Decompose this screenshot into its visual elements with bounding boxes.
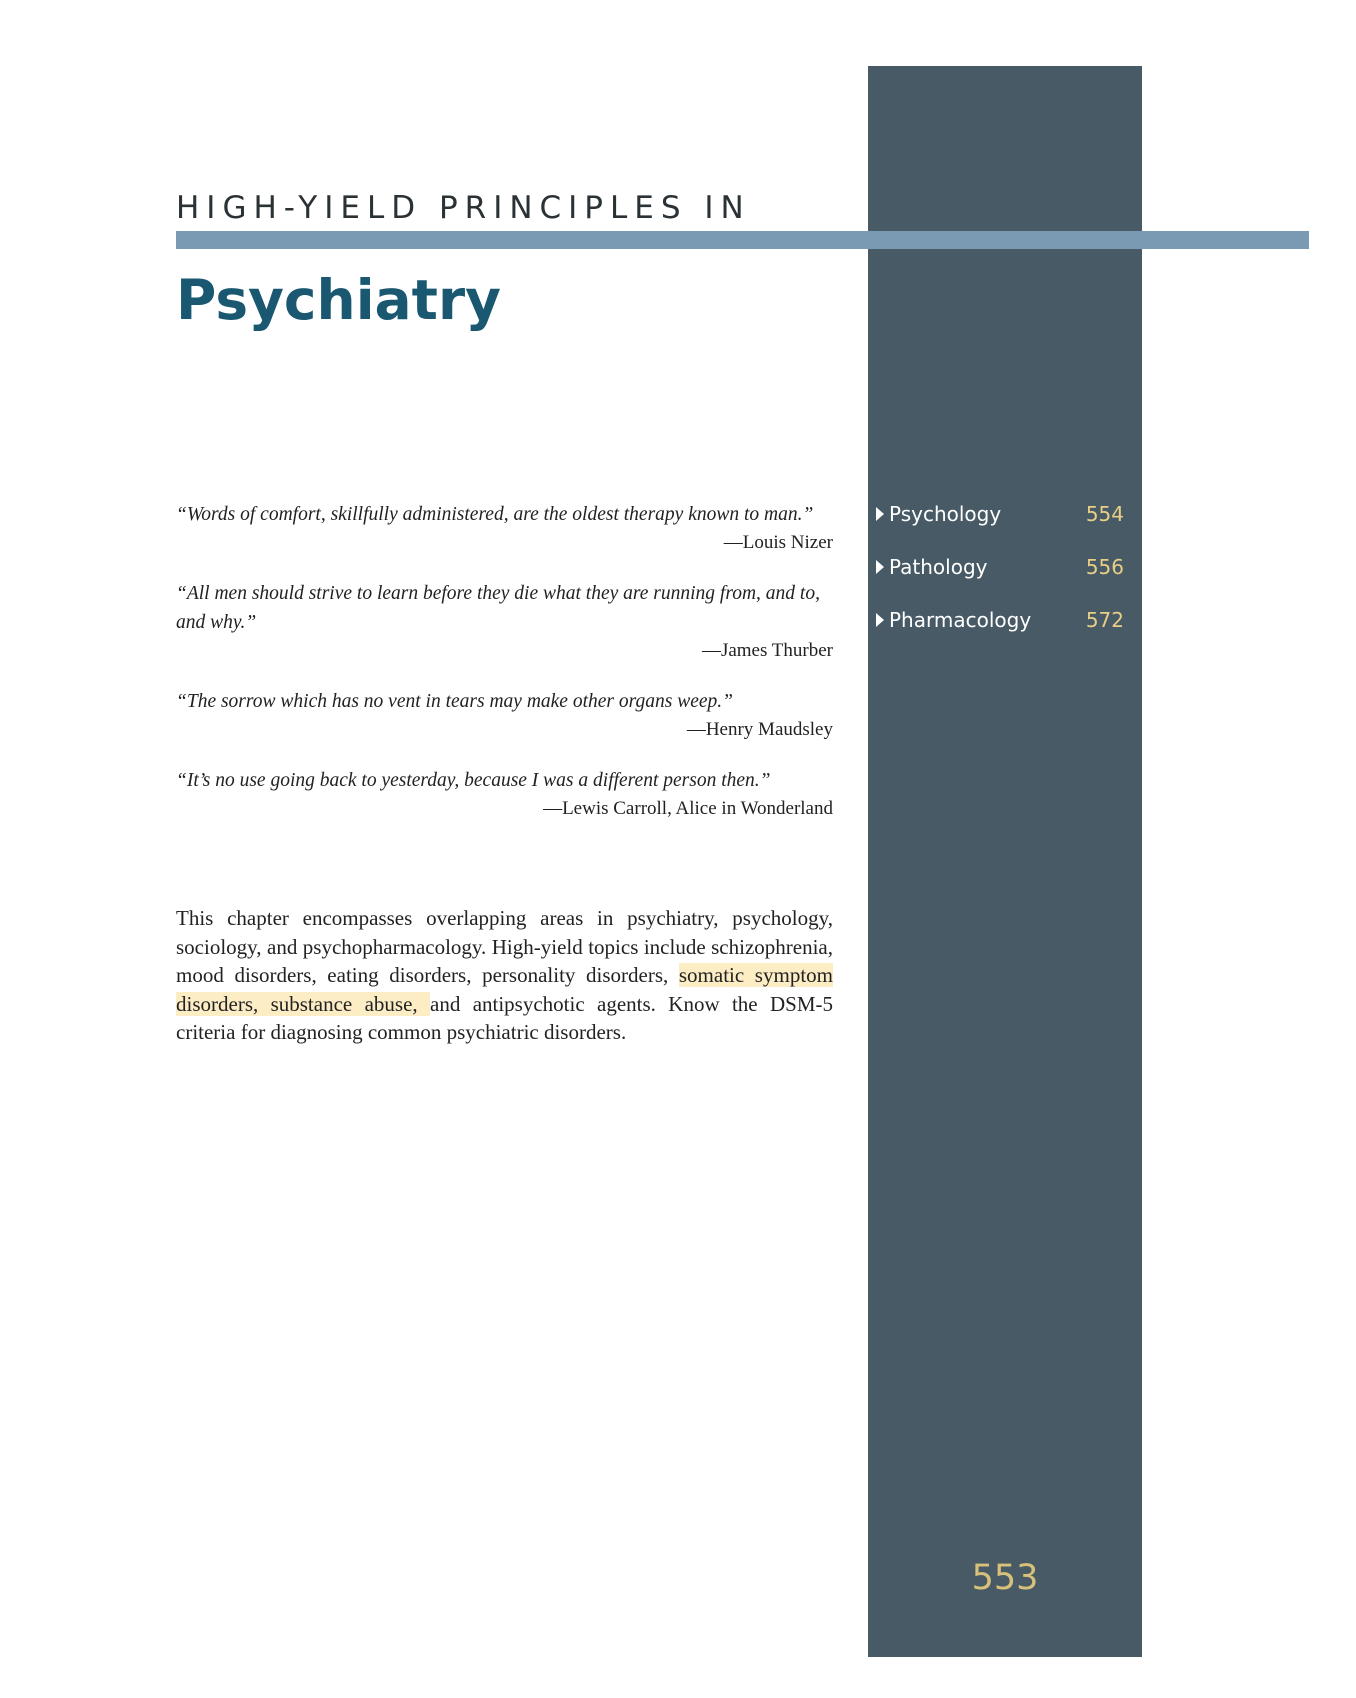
page-number: 553 bbox=[971, 1558, 1039, 1598]
chapter-title: Psychiatry bbox=[176, 268, 501, 332]
toc-page-number: 554 bbox=[1085, 502, 1124, 526]
toc-label: Pathology bbox=[889, 555, 988, 579]
quote bbox=[176, 579, 833, 665]
quote-author: —Lewis Carroll, Alice in Wonderland bbox=[543, 798, 833, 819]
toc-item-psychology[interactable] bbox=[876, 500, 1124, 528]
quote bbox=[176, 766, 833, 823]
toc-item-pathology[interactable] bbox=[876, 553, 1124, 581]
quote-author: —Louis Nizer bbox=[723, 532, 833, 553]
quote-text: “The sorrow which has no vent in tears may make other organs weep.” bbox=[176, 691, 733, 712]
quote-text: “All men should strive to learn before they die what they are running from, and to, and why.” bbox=[176, 583, 820, 633]
triangle-right-icon bbox=[876, 507, 884, 521]
intro-text: This chapter encompasses overlapping areas in psychiatry, psychology, sociology, and psychopharmacology. High-yield topics include schizophrenia, mood disorders, eating disorders, personality disorders, bbox=[176, 906, 833, 987]
toc-label: Psychology bbox=[889, 502, 1002, 526]
triangle-right-icon bbox=[876, 560, 884, 574]
quote bbox=[176, 500, 833, 557]
sidebar-panel bbox=[868, 66, 1142, 1657]
highlighted-text: somatic symptom disorders, substance abuse, bbox=[176, 963, 833, 1016]
quote bbox=[176, 687, 833, 744]
quote-text: “It’s no use going back to yesterday, because I was a different person then.” bbox=[176, 770, 771, 791]
toc-page-number: 572 bbox=[1085, 608, 1124, 632]
intro-paragraph bbox=[176, 904, 833, 1047]
triangle-right-icon bbox=[876, 613, 884, 627]
quote-author: —James Thurber bbox=[701, 640, 833, 661]
toc-item-pharmacology[interactable] bbox=[876, 606, 1124, 634]
epigraph-quotes bbox=[176, 500, 833, 845]
intro-text: and antipsychotic agents. Know the DSM-5 criteria for diagnosing common psychiatric disorders. bbox=[176, 991, 833, 1044]
toc-label: Pharmacology bbox=[889, 608, 1032, 632]
title-rule bbox=[176, 231, 1309, 249]
quote-text: “Words of comfort, skillfully administered, are the oldest therapy known to man.” bbox=[176, 504, 814, 525]
table-of-contents bbox=[876, 500, 1124, 659]
toc-page-number: 556 bbox=[1085, 555, 1124, 579]
section-label: HIGH-YIELD PRINCIPLES IN bbox=[176, 190, 751, 226]
quote-author: —Henry Maudsley bbox=[686, 719, 833, 740]
